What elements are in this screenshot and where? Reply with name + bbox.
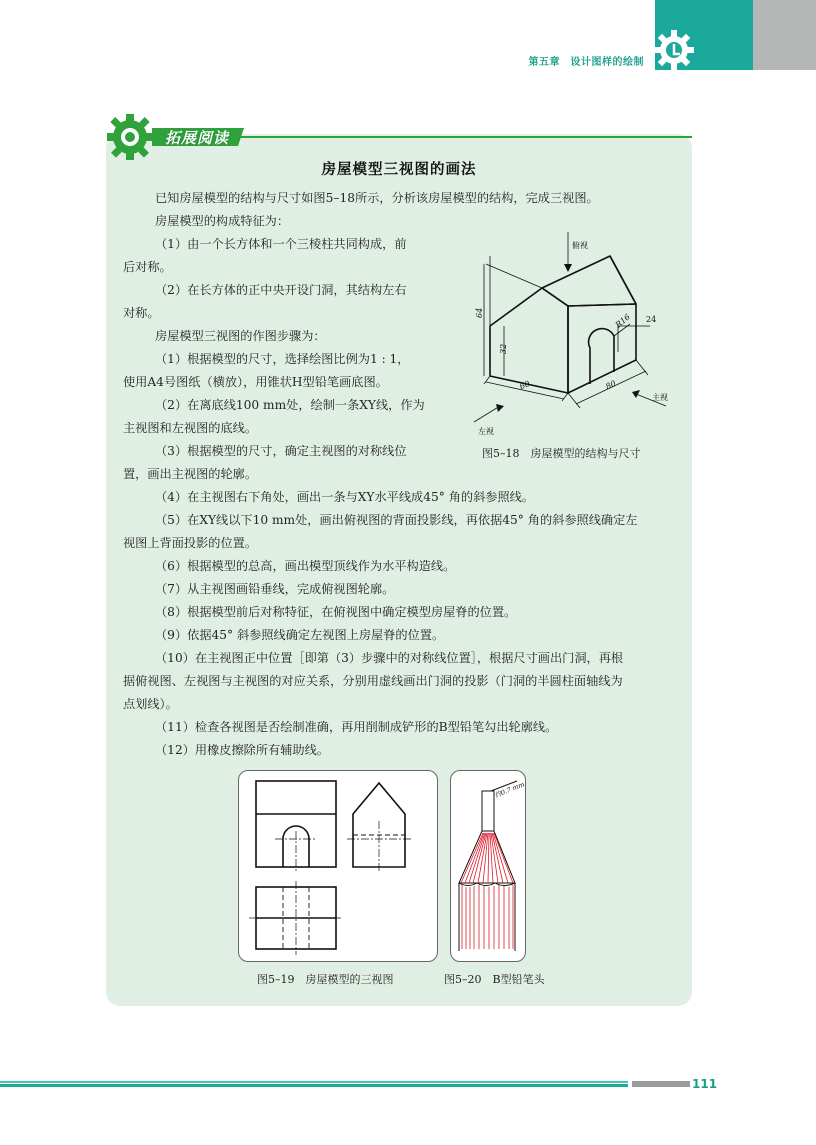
paragraph: （10）在主视图正中位置［即第（3）步骤中的对称线位置］，根据尺寸画出门洞，再根 bbox=[155, 651, 624, 665]
dim-width: 80 bbox=[604, 378, 618, 392]
chapter-title: 第五章 设计图样的绘制 bbox=[528, 57, 644, 68]
paragraph: 视图上背面投影的位置。 bbox=[123, 536, 258, 550]
paragraph: 据俯视图、左视图与主视图的对应关系，分别用虚线画出门洞的投影（门洞的半圆柱面轴线为 bbox=[123, 674, 623, 688]
paragraph: 置，画出主视图的轮廓。 bbox=[123, 467, 258, 481]
label-top-view: 俯视 bbox=[572, 241, 588, 250]
label-left-view: 左视 bbox=[478, 427, 494, 436]
figure-caption: 图5–18 房屋模型的结构与尺寸 bbox=[482, 447, 641, 460]
dim-height: 64 bbox=[475, 307, 484, 318]
paragraph: （9）依据45° 斜参照线确定左视图上房屋脊的位置。 bbox=[155, 628, 445, 642]
footer-rule-gray bbox=[632, 1081, 690, 1087]
paragraph: （12）用橡皮擦除所有辅助线。 bbox=[155, 743, 329, 757]
paragraph: （2）在长方体的正中央开设门洞，其结构左右 bbox=[155, 283, 407, 297]
footer-rule bbox=[0, 1081, 628, 1087]
three-views-drawing bbox=[239, 771, 437, 961]
pencil-dim: 约0.7 mm bbox=[493, 780, 525, 800]
paragraph: （5）在XY线以下10 mm处，画出俯视图的背面投影线，再依据45° 角的斜参照线确定左 bbox=[155, 513, 638, 527]
paragraph: （6）根据模型的总高，画出模型顶线作为水平构造线。 bbox=[155, 559, 456, 573]
pencil-tip-drawing bbox=[451, 771, 525, 961]
paragraph: 点划线）。 bbox=[123, 697, 178, 711]
gear-icon bbox=[652, 28, 696, 72]
label-main-view: 主视 bbox=[652, 393, 668, 402]
figure-caption: 图5–20 B型铅笔头 bbox=[444, 973, 545, 986]
paragraph: （8）根据模型前后对称特征，在俯视图中确定模型房屋脊的位置。 bbox=[155, 605, 517, 619]
paragraph: （1）根据模型的尺寸，选择绘图比例为1 : 1， bbox=[155, 352, 410, 366]
paragraph: 对称。 bbox=[123, 306, 160, 320]
three-views-box bbox=[238, 770, 438, 962]
dim-depth: 60 bbox=[518, 379, 532, 392]
paragraph: （3）根据模型的尺寸，确定主视图的对称线位 bbox=[155, 444, 407, 458]
paragraph: 主视图和左视图的底线。 bbox=[123, 421, 258, 435]
paragraph: （11）检查各视图是否绘制准确，再用削制成铲形的B型铅笔勾出轮廓线。 bbox=[155, 720, 558, 734]
paragraph: 房屋模型三视图的作图步骤为： bbox=[155, 329, 326, 343]
page-number: 111 bbox=[692, 1077, 718, 1091]
pencil-tip-box bbox=[450, 770, 526, 962]
section-title: 房屋模型三视图的画法 bbox=[321, 162, 477, 178]
paragraph: 后对称。 bbox=[123, 260, 172, 274]
figure-caption: 图5–19 房屋模型的三视图 bbox=[257, 973, 394, 986]
house-model-figure bbox=[460, 226, 684, 438]
paragraph: （1）由一个长方体和一个三棱柱共同构成，前 bbox=[155, 237, 407, 251]
badge-label: 拓展阅读 bbox=[165, 129, 230, 147]
dim-door: 24 bbox=[646, 315, 657, 324]
paragraph: 房屋模型的构成特征为： bbox=[155, 214, 290, 228]
header-tab-gray bbox=[753, 0, 816, 70]
paragraph: （4）在主视图右下角处，画出一条与XY水平线成45° 角的斜参照线。 bbox=[155, 490, 535, 504]
dim-wall: 32 bbox=[499, 343, 508, 354]
badge-underline bbox=[236, 136, 692, 138]
paragraph: 已知房屋模型的结构与尺寸如图5–18所示，分析该房屋模型的结构，完成三视图。 bbox=[155, 191, 599, 205]
dim-radius: R16 bbox=[613, 312, 632, 330]
paragraph: 使用A4号图纸（横放），用锥状H型铅笔画底图。 bbox=[123, 375, 388, 389]
paragraph: （2）在离底线100 mm处，绘制一条XY线，作为 bbox=[155, 398, 425, 412]
paragraph: （7）从主视图画铅垂线，完成俯视图轮廓。 bbox=[155, 582, 395, 596]
